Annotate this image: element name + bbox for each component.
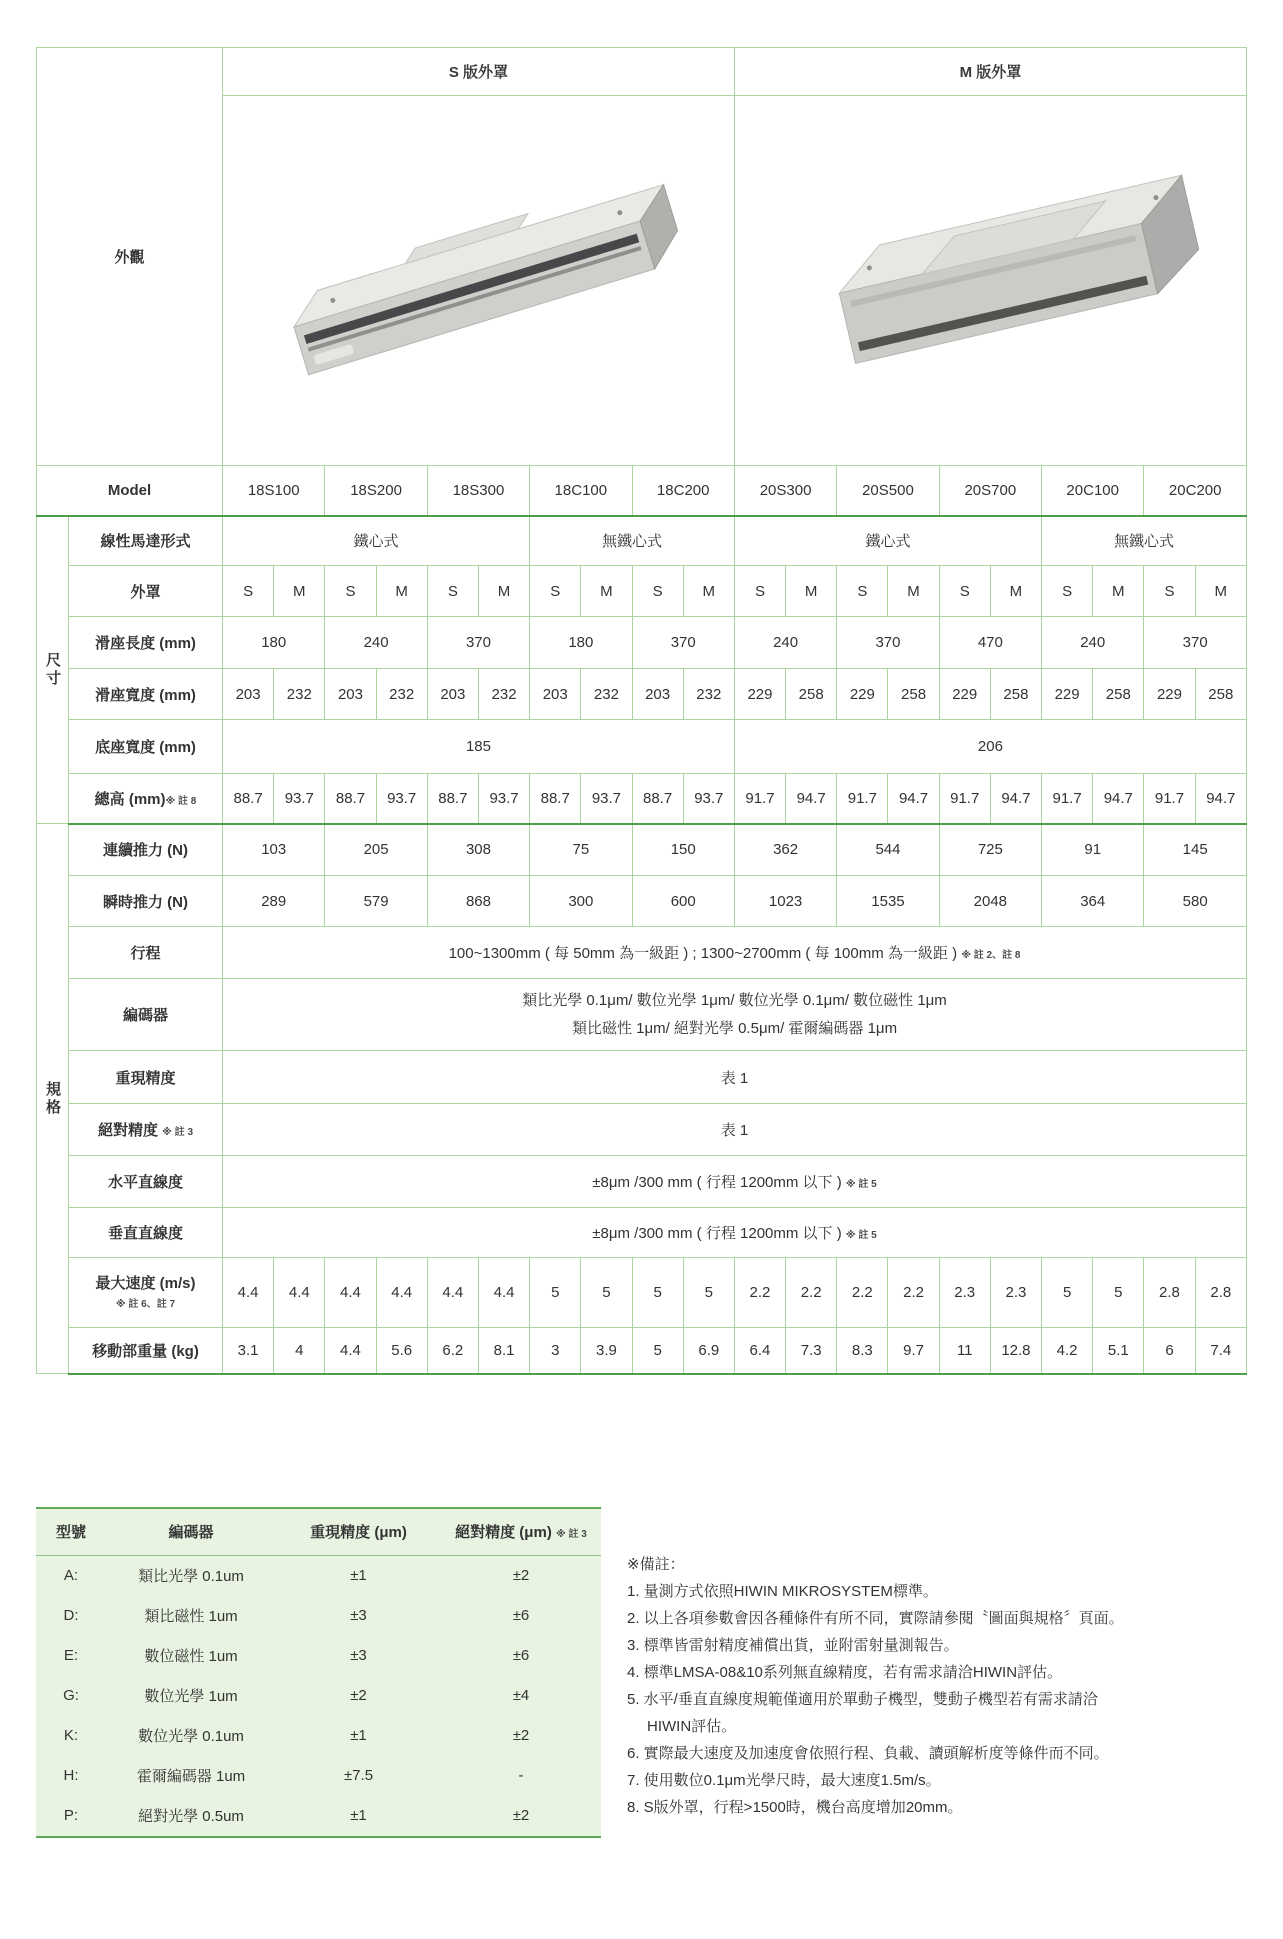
- repeatability-row: [37, 1051, 1247, 1104]
- slider-length-value: 370: [1144, 617, 1247, 669]
- cover-type-row: [37, 566, 1247, 617]
- model-cell: 20S700: [939, 466, 1041, 516]
- total-height-label: 總高 (mm)※ 註 8: [69, 774, 223, 824]
- straightness-vertical-value: ±8μm /300 mm ( 行程 1200mm 以下 ) ※ 註 5: [223, 1208, 1247, 1258]
- encoder-repeatability: ±7.5: [343, 1767, 374, 1784]
- cover-type-value: S: [427, 566, 478, 617]
- cover-type-value: M: [990, 566, 1041, 617]
- remark-item: 7. 使用數位0.1μm光學尺時，最大速度1.5m/s。: [627, 1771, 941, 1789]
- remark-item: 5. 水平/垂直直線度規範僅適用於單動子機型，雙動子機型若有需求請洽 HIWIN評估。: [627, 1690, 1098, 1735]
- peak-force-value: 580: [1144, 876, 1247, 927]
- encoder-table-row: [36, 1596, 601, 1636]
- cover-type-value: S: [1144, 566, 1195, 617]
- total-height-value: 94.7: [786, 774, 837, 824]
- encoder-code: A:: [63, 1567, 79, 1584]
- spec-table: [36, 47, 1247, 1375]
- encoder-absolute-accuracy: ±6: [512, 1647, 530, 1664]
- moving-weight-value: 6.4: [734, 1328, 785, 1374]
- peak-force-value: 289: [223, 876, 325, 927]
- stroke-row: [37, 927, 1247, 979]
- absolute-accuracy-row: [37, 1104, 1247, 1156]
- total-height-value: 88.7: [427, 774, 478, 824]
- encoder-table-row: [36, 1796, 601, 1837]
- encoder-name: 霍爾編碼器 1um: [136, 1768, 246, 1785]
- continuous-force-value: 75: [530, 824, 632, 876]
- encoder-absolute-accuracy: ±2: [512, 1567, 530, 1584]
- encoder-repeatability: ±2: [350, 1687, 367, 1704]
- max-speed-row: [37, 1258, 1247, 1328]
- max-speed-value: 4.4: [223, 1258, 274, 1328]
- motor-type-value: 鐵心式: [734, 516, 1041, 566]
- moving-weight-value: 6: [1144, 1328, 1195, 1374]
- cover-type-value: S: [223, 566, 274, 617]
- encoder-name: 絕對光學 0.5um: [138, 1808, 244, 1825]
- model-cell: 20S500: [837, 466, 939, 516]
- moving-weight-value: 7.4: [1195, 1328, 1246, 1374]
- s-cover-product-image: [223, 96, 735, 466]
- encoder-code: K:: [63, 1727, 79, 1744]
- peak-force-value: 1535: [837, 876, 939, 927]
- max-speed-value: 4.4: [376, 1258, 427, 1328]
- peak-force-row: [37, 876, 1247, 927]
- straightness-vertical-row: [37, 1208, 1247, 1258]
- cover-type-value: S: [1042, 566, 1093, 617]
- repeatability-value: 表 1: [223, 1051, 1247, 1104]
- slider-width-value: 203: [223, 669, 274, 720]
- max-speed-value: 5: [1093, 1258, 1144, 1328]
- moving-weight-value: 4.4: [325, 1328, 376, 1374]
- encoder-label: 編碼器: [69, 979, 223, 1051]
- encoder-absolute-accuracy: ±2: [512, 1807, 530, 1824]
- encoder-code: P:: [63, 1807, 79, 1824]
- slider-length-value: 180: [530, 617, 632, 669]
- total-height-value: 88.7: [632, 774, 683, 824]
- straightness-horizontal-row: [37, 1156, 1247, 1208]
- encoder-repeatability: ±3: [350, 1647, 367, 1664]
- m-cover-header: M 版外罩: [734, 48, 1246, 96]
- absolute-accuracy-label: 絕對精度 ※ 註 3: [69, 1104, 223, 1156]
- slider-length-row: [37, 617, 1247, 669]
- cover-type-value: M: [376, 566, 427, 617]
- remarks-section: [627, 1507, 1127, 1821]
- slider-length-value: 470: [939, 617, 1041, 669]
- cover-type-value: S: [939, 566, 990, 617]
- linear-stage-m-illustration: [775, 119, 1205, 439]
- max-speed-value: 5: [581, 1258, 632, 1328]
- cover-header-row: [37, 48, 1247, 96]
- encoder-name: 類比磁性 1um: [144, 1608, 238, 1625]
- max-speed-value: 5: [683, 1258, 734, 1328]
- slider-width-row: [37, 669, 1247, 720]
- encoder-repeatability: ±1: [350, 1567, 367, 1584]
- cover-type-value: M: [888, 566, 939, 617]
- m-cover-product-image: [734, 96, 1246, 466]
- encoder-table-header-code: 型號: [36, 1508, 106, 1556]
- encoder-value: [223, 979, 1247, 1051]
- max-speed-value: 2.3: [990, 1258, 1041, 1328]
- encoder-table-row: [36, 1555, 601, 1596]
- max-speed-value: 2.2: [786, 1258, 837, 1328]
- encoder-repeatability: ±1: [350, 1807, 367, 1824]
- peak-force-value: 579: [325, 876, 427, 927]
- encoder-name: 數位磁性 1um: [144, 1648, 238, 1665]
- model-cell: 18S200: [325, 466, 427, 516]
- total-height-value: 91.7: [1042, 774, 1093, 824]
- group-label-specs: 規格: [37, 824, 69, 1374]
- cover-type-value: M: [581, 566, 632, 617]
- moving-weight-value: 3.9: [581, 1328, 632, 1374]
- max-speed-value: 2.8: [1144, 1258, 1195, 1328]
- s-cover-header: S 版外罩: [223, 48, 735, 96]
- motor-type-value: 鐵心式: [223, 516, 530, 566]
- max-speed-value: 2.8: [1195, 1258, 1246, 1328]
- peak-force-value: 364: [1042, 876, 1144, 927]
- motor-type-value: 無鐵心式: [1042, 516, 1247, 566]
- slider-width-value: 203: [427, 669, 478, 720]
- max-speed-label: 最大速度 (m/s) ※ 註 6、註 7: [69, 1258, 223, 1328]
- encoder-absolute-accuracy: -: [518, 1767, 524, 1784]
- model-cell: 18S300: [427, 466, 529, 516]
- moving-weight-value: 8.3: [837, 1328, 888, 1374]
- total-height-value: 91.7: [734, 774, 785, 824]
- encoder-name: 數位光學 0.1um: [138, 1728, 244, 1745]
- remark-item: 2. 以上各項參數會因各種條件有所不同，實際請參閱〝圖面與規格〞頁面。: [627, 1609, 1124, 1627]
- remark-item: 6. 實際最大速度及加速度會依照行程、負載、讀頭解析度等條件而不同。: [627, 1744, 1109, 1762]
- cover-type-value: M: [683, 566, 734, 617]
- model-cell: 20S300: [734, 466, 836, 516]
- encoder-table-header-repeat: 重現精度 (μm): [276, 1508, 441, 1556]
- encoder-code: D:: [63, 1607, 79, 1624]
- slider-width-value: 229: [734, 669, 785, 720]
- slider-length-value: 240: [734, 617, 836, 669]
- group-label-dimensions: 尺寸: [37, 516, 69, 824]
- straightness-vertical-label: 垂直直線度: [69, 1208, 223, 1258]
- encoder-table-header-encoder: 編碼器: [106, 1508, 276, 1556]
- moving-weight-value: 3.1: [223, 1328, 274, 1374]
- motor-type-label: 線性馬達形式: [69, 516, 223, 566]
- cover-type-value: M: [1195, 566, 1246, 617]
- peak-force-value: 2048: [939, 876, 1041, 927]
- remark-item: 4. 標準LMSA-08&10系列無直線精度，若有需求請洽HIWIN評估。: [627, 1663, 1063, 1681]
- slider-width-value: 232: [274, 669, 325, 720]
- moving-weight-value: 12.8: [990, 1328, 1041, 1374]
- max-speed-value: 4.4: [478, 1258, 529, 1328]
- remark-item: 3. 標準皆雷射精度補償出貨，並附雷射量測報告。: [627, 1636, 959, 1654]
- encoder-name: 類比光學 0.1um: [138, 1568, 244, 1585]
- motor-type-row: [37, 516, 1247, 566]
- moving-weight-value: 3: [530, 1328, 581, 1374]
- total-height-value: 93.7: [274, 774, 325, 824]
- total-height-value: 93.7: [478, 774, 529, 824]
- encoder-accuracy-table: [36, 1507, 601, 1838]
- continuous-force-label: 連續推力 (N): [69, 824, 223, 876]
- moving-weight-value: 5.1: [1093, 1328, 1144, 1374]
- remark-item: 8. S版外罩，行程>1500時，機台高度增加20mm。: [627, 1798, 963, 1816]
- slider-length-value: 240: [325, 617, 427, 669]
- slider-length-label: 滑座長度 (mm): [69, 617, 223, 669]
- moving-weight-value: 6.2: [427, 1328, 478, 1374]
- slider-width-value: 229: [939, 669, 990, 720]
- slider-length-value: 370: [837, 617, 939, 669]
- moving-weight-label: 移動部重量 (kg): [69, 1328, 223, 1374]
- cover-type-value: S: [325, 566, 376, 617]
- base-width-row: [37, 720, 1247, 774]
- max-speed-value: 2.2: [734, 1258, 785, 1328]
- slider-width-value: 258: [1195, 669, 1246, 720]
- encoder-line-2: 類比磁性 1μm/ 絕對光學 0.5μm/ 霍爾編碼器 1μm: [571, 1019, 898, 1037]
- slider-width-value: 203: [632, 669, 683, 720]
- encoder-repeatability: ±3: [350, 1607, 367, 1624]
- base-width-label: 底座寬度 (mm): [69, 720, 223, 774]
- model-cell: 18S100: [223, 466, 325, 516]
- continuous-force-value: 145: [1144, 824, 1247, 876]
- peak-force-value: 300: [530, 876, 632, 927]
- max-speed-value: 5: [530, 1258, 581, 1328]
- encoder-table-row: [36, 1756, 601, 1796]
- total-height-value: 91.7: [1144, 774, 1195, 824]
- slider-width-value: 232: [478, 669, 529, 720]
- total-height-value: 88.7: [530, 774, 581, 824]
- cover-type-label: 外罩: [69, 566, 223, 617]
- encoder-table-header-absolute: 絕對精度 (μm) ※ 註 3: [441, 1508, 601, 1556]
- model-cell: 20C100: [1042, 466, 1144, 516]
- page: [0, 47, 1283, 1939]
- repeatability-label: 重現精度: [69, 1051, 223, 1104]
- moving-weight-row: [37, 1328, 1247, 1374]
- continuous-force-value: 205: [325, 824, 427, 876]
- cover-type-value: M: [1093, 566, 1144, 617]
- encoder-code: H:: [63, 1767, 79, 1784]
- cover-type-value: M: [274, 566, 325, 617]
- total-height-value: 93.7: [683, 774, 734, 824]
- model-label: Model: [37, 466, 223, 516]
- slider-width-value: 203: [530, 669, 581, 720]
- slider-length-value: 370: [632, 617, 734, 669]
- continuous-force-row: [37, 824, 1247, 876]
- slider-width-value: 232: [581, 669, 632, 720]
- encoder-line-1: 類比光學 0.1μm/ 數位光學 1μm/ 數位光學 0.1μm/ 數位磁性 1μm: [522, 991, 947, 1009]
- continuous-force-value: 308: [427, 824, 529, 876]
- encoder-table-header-row: [36, 1508, 601, 1556]
- max-speed-value: 2.3: [939, 1258, 990, 1328]
- encoder-absolute-accuracy: ±2: [512, 1727, 530, 1744]
- encoder-table-row: [36, 1716, 601, 1756]
- moving-weight-value: 5.6: [376, 1328, 427, 1374]
- peak-force-value: 868: [427, 876, 529, 927]
- linear-stage-s-illustration: [263, 119, 693, 439]
- slider-width-value: 258: [990, 669, 1041, 720]
- model-row: [37, 466, 1247, 516]
- encoder-code: G:: [63, 1687, 79, 1704]
- max-speed-value: 2.2: [837, 1258, 888, 1328]
- continuous-force-value: 91: [1042, 824, 1144, 876]
- encoder-row: [37, 979, 1247, 1051]
- slider-width-value: 258: [786, 669, 837, 720]
- moving-weight-value: 4: [274, 1328, 325, 1374]
- straightness-horizontal-label: 水平直線度: [69, 1156, 223, 1208]
- encoder-code: E:: [63, 1647, 79, 1664]
- total-height-value: 93.7: [376, 774, 427, 824]
- moving-weight-value: 8.1: [478, 1328, 529, 1374]
- max-speed-value: 4.4: [427, 1258, 478, 1328]
- slider-width-value: 232: [683, 669, 734, 720]
- slider-length-value: 240: [1042, 617, 1144, 669]
- total-height-value: 88.7: [325, 774, 376, 824]
- slider-width-value: 229: [1144, 669, 1195, 720]
- encoder-name: 數位光學 1um: [144, 1688, 238, 1705]
- slider-width-value: 229: [1042, 669, 1093, 720]
- remark-item: 1. 量測方式依照HIWIN MIKROSYSTEM標準。: [627, 1582, 938, 1600]
- cover-type-value: M: [478, 566, 529, 617]
- encoder-repeatability: ±1: [350, 1727, 367, 1744]
- continuous-force-value: 362: [734, 824, 836, 876]
- continuous-force-value: 544: [837, 824, 939, 876]
- slider-length-value: 180: [223, 617, 325, 669]
- peak-force-label: 瞬時推力 (N): [69, 876, 223, 927]
- moving-weight-value: 9.7: [888, 1328, 939, 1374]
- encoder-absolute-accuracy: ±6: [512, 1607, 530, 1624]
- appearance-label: 外觀: [37, 48, 223, 466]
- slider-width-value: 232: [376, 669, 427, 720]
- slider-length-value: 370: [427, 617, 529, 669]
- total-height-value: 94.7: [990, 774, 1041, 824]
- stroke-value: 100~1300mm ( 每 50mm 為一級距 ) ; 1300~2700mm ( 每 100mm 為一級距 ) ※ 註 2、註 8: [223, 927, 1247, 979]
- remarks-title: ※備註：: [627, 1555, 685, 1573]
- peak-force-value: 1023: [734, 876, 836, 927]
- cover-type-value: S: [837, 566, 888, 617]
- max-speed-value: 2.2: [888, 1258, 939, 1328]
- base-width-value: 206: [734, 720, 1246, 774]
- slider-width-label: 滑座寬度 (mm): [69, 669, 223, 720]
- stroke-label: 行程: [69, 927, 223, 979]
- total-height-value: 93.7: [581, 774, 632, 824]
- encoder-table-row: [36, 1636, 601, 1676]
- total-height-value: 94.7: [1093, 774, 1144, 824]
- continuous-force-value: 103: [223, 824, 325, 876]
- moving-weight-value: 4.2: [1042, 1328, 1093, 1374]
- slider-width-value: 258: [888, 669, 939, 720]
- base-width-value: 185: [223, 720, 735, 774]
- straightness-horizontal-value: ±8μm /300 mm ( 行程 1200mm 以下 ) ※ 註 5: [223, 1156, 1247, 1208]
- absolute-accuracy-value: 表 1: [223, 1104, 1247, 1156]
- max-speed-value: 4.4: [325, 1258, 376, 1328]
- total-height-value: 91.7: [939, 774, 990, 824]
- max-speed-value: 4.4: [274, 1258, 325, 1328]
- cover-type-value: S: [530, 566, 581, 617]
- moving-weight-value: 6.9: [683, 1328, 734, 1374]
- continuous-force-value: 725: [939, 824, 1041, 876]
- continuous-force-value: 150: [632, 824, 734, 876]
- total-height-value: 88.7: [223, 774, 274, 824]
- cover-type-value: S: [632, 566, 683, 617]
- peak-force-value: 600: [632, 876, 734, 927]
- encoder-table-row: [36, 1676, 601, 1716]
- total-height-value: 94.7: [888, 774, 939, 824]
- cover-type-value: S: [734, 566, 785, 617]
- max-speed-value: 5: [1042, 1258, 1093, 1328]
- encoder-absolute-accuracy: ±4: [512, 1687, 530, 1704]
- max-speed-value: 5: [632, 1258, 683, 1328]
- model-cell: 18C200: [632, 466, 734, 516]
- slider-width-value: 229: [837, 669, 888, 720]
- model-cell: 18C100: [530, 466, 632, 516]
- slider-width-value: 258: [1093, 669, 1144, 720]
- bottom-section: [36, 1507, 1247, 1838]
- moving-weight-value: 11: [939, 1328, 990, 1374]
- slider-width-value: 203: [325, 669, 376, 720]
- total-height-value: 91.7: [837, 774, 888, 824]
- cover-type-value: M: [786, 566, 837, 617]
- total-height-row: [37, 774, 1247, 824]
- moving-weight-value: 5: [632, 1328, 683, 1374]
- total-height-value: 94.7: [1195, 774, 1246, 824]
- moving-weight-value: 7.3: [786, 1328, 837, 1374]
- motor-type-value: 無鐵心式: [530, 516, 735, 566]
- model-cell: 20C200: [1144, 466, 1247, 516]
